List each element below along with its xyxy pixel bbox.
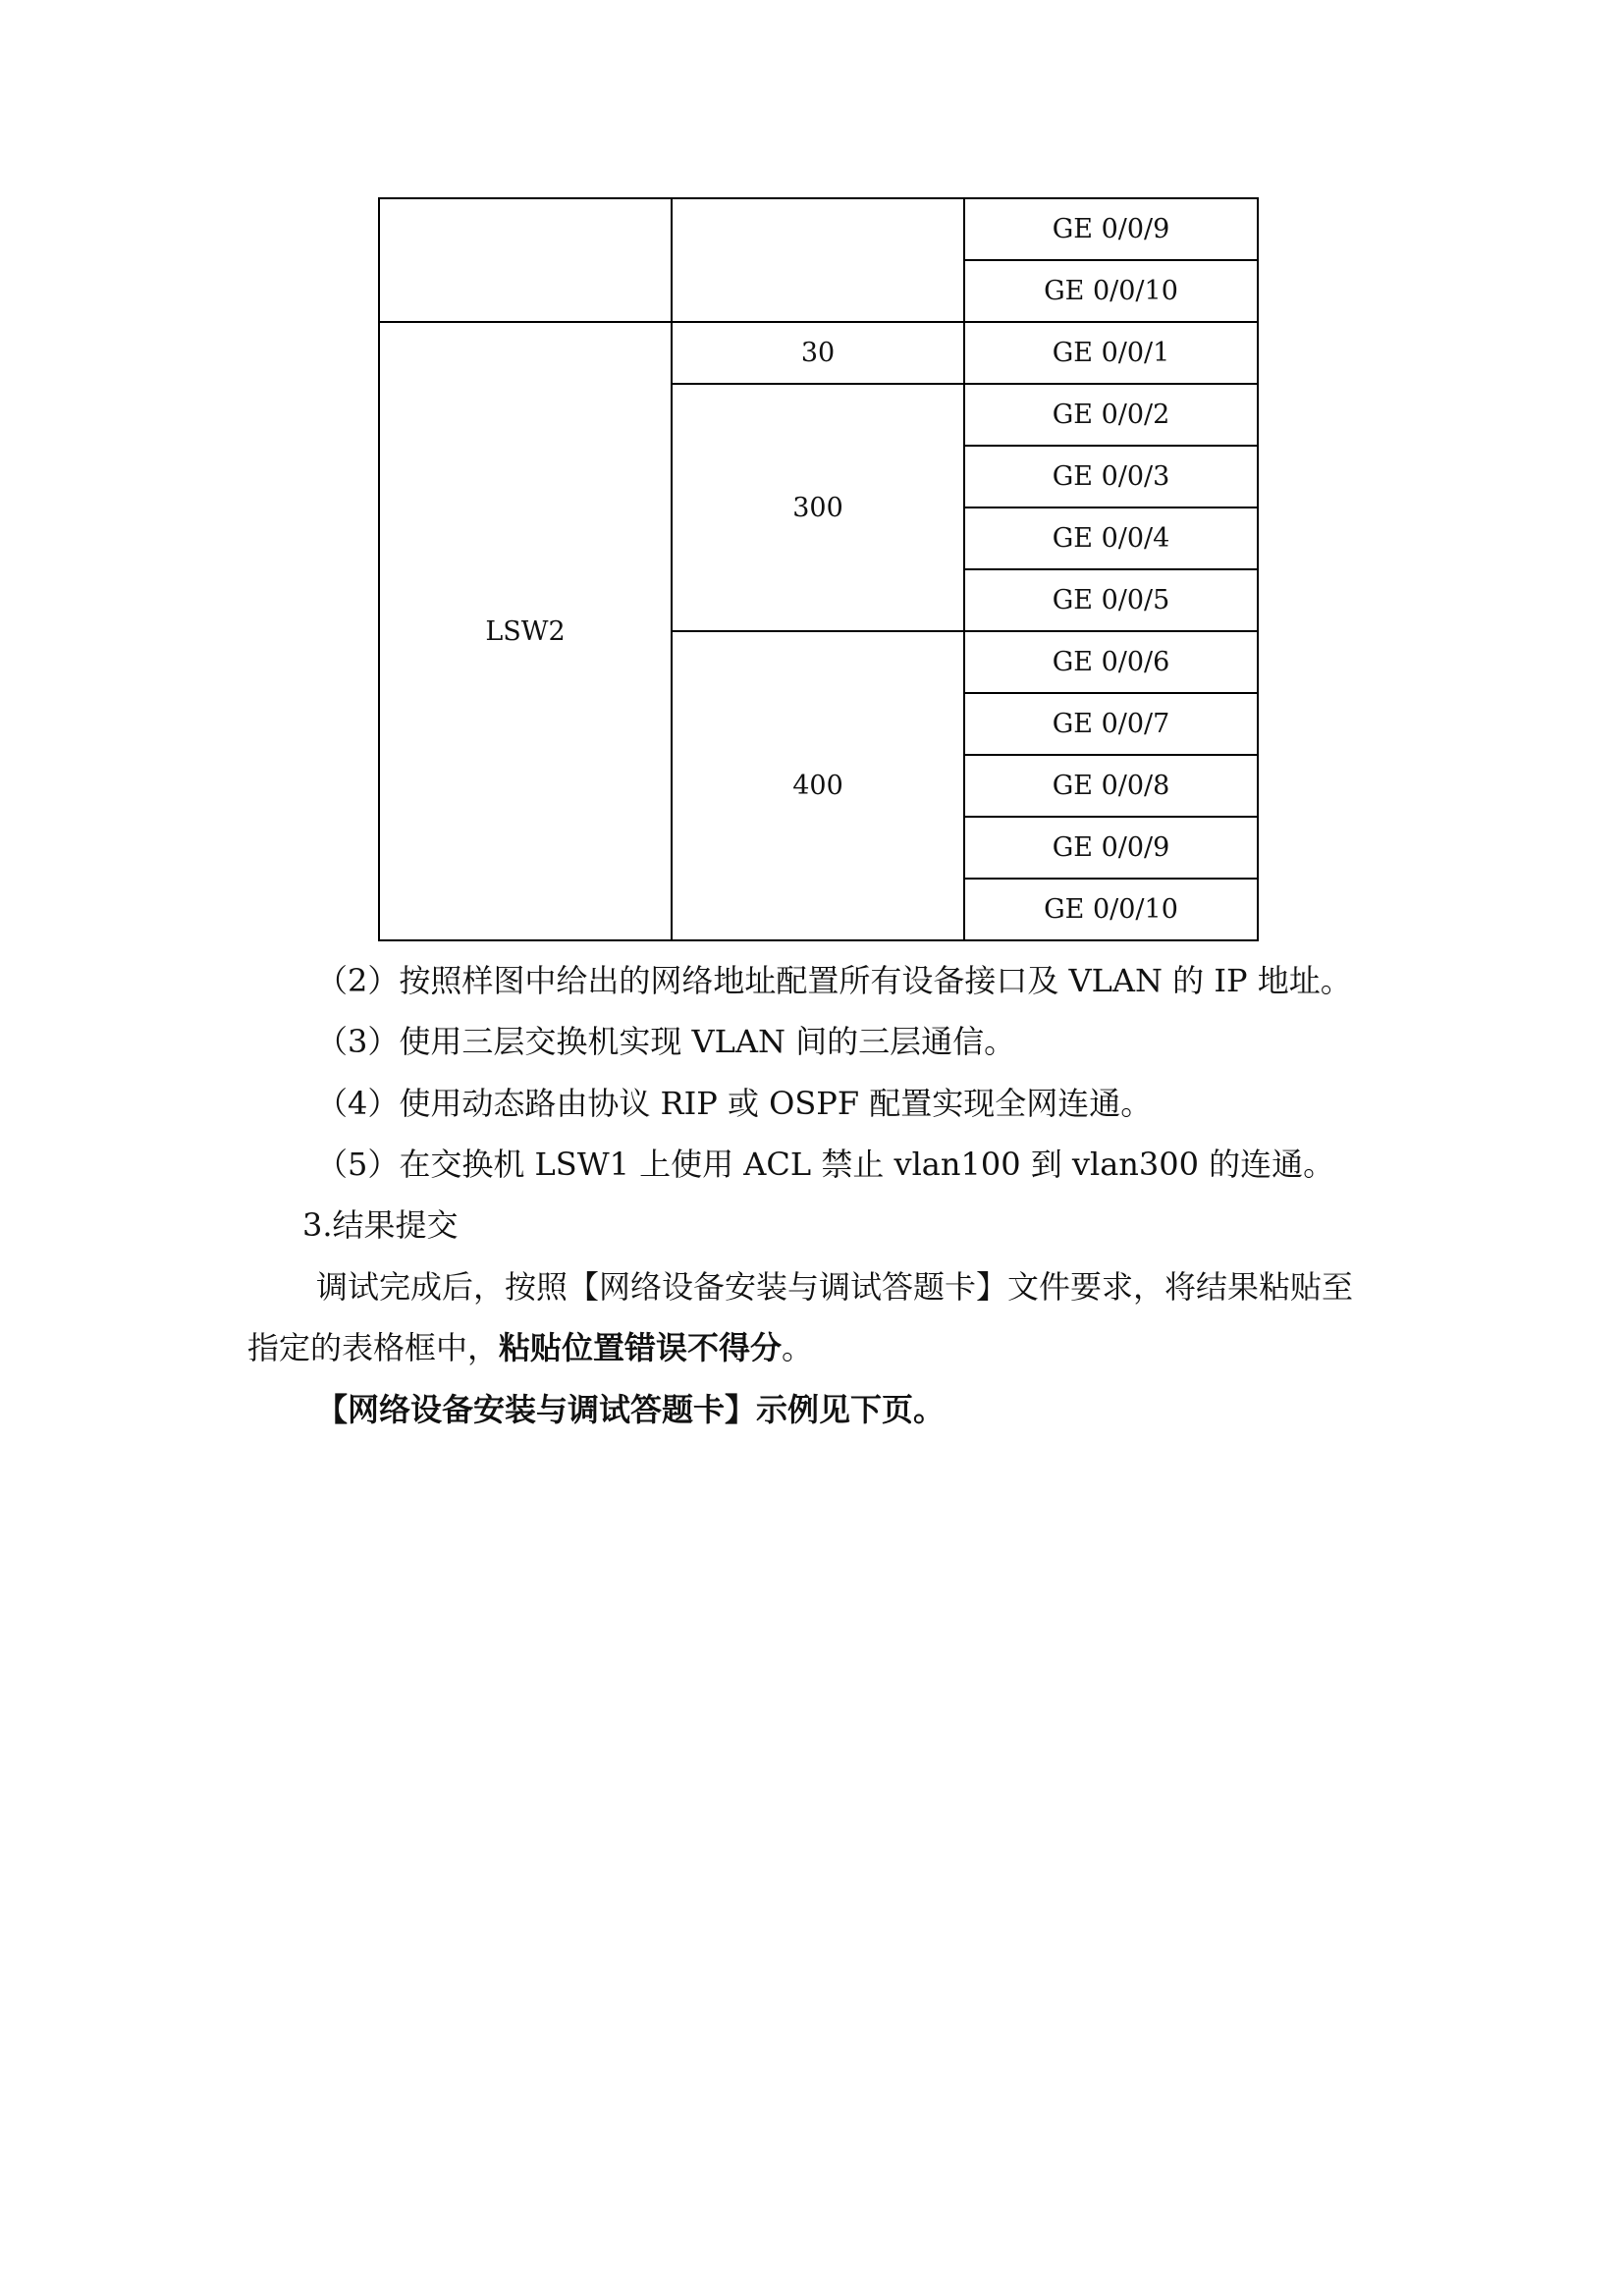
list-item: （5）在交换机 LSW1 上使用 ACL 禁止 vlan100 到 vlan300 的连通。 (316, 1146, 1335, 1183)
table-row (379, 322, 1258, 384)
port-cell: GE 0/0/10 (964, 879, 1258, 940)
paragraph-text: 。 (782, 1329, 814, 1366)
device-cell: LSW2 (379, 322, 672, 940)
port-cell: GE 0/0/9 (964, 817, 1258, 879)
vlan-cell-empty (672, 198, 964, 322)
paragraph-line: 调试完成后，按照【网络设备安装与调试答题卡】文件要求，将结果粘贴至 (316, 1268, 1354, 1306)
section-heading: 3.结果提交 (302, 1206, 459, 1244)
port-cell: GE 0/0/4 (964, 507, 1258, 569)
port-cell: GE 0/0/10 (964, 260, 1258, 322)
emphasis-text: 粘贴位置错误不得分 (499, 1329, 783, 1366)
port-cell: GE 0/0/6 (964, 631, 1258, 693)
list-item: （2）按照样图中给出的网络地址配置所有设备接口及 VLAN 的 IP 地址。 (316, 962, 1352, 999)
port-cell: GE 0/0/7 (964, 693, 1258, 755)
vlan-id-cell: 30 (672, 322, 964, 384)
port-cell: GE 0/0/3 (964, 446, 1258, 507)
table-row (379, 198, 1258, 260)
list-item: （3）使用三层交换机实现 VLAN 间的三层通信。 (316, 1023, 1016, 1060)
port-cell: GE 0/0/1 (964, 322, 1258, 384)
vlan-port-table (378, 197, 1259, 941)
vlan-id-cell: 400 (672, 631, 964, 940)
vlan-id-cell: 300 (672, 384, 964, 631)
port-cell: GE 0/0/5 (964, 569, 1258, 631)
port-cell: GE 0/0/8 (964, 755, 1258, 817)
device-cell-empty (379, 198, 672, 322)
paragraph-text: 指定的表格框中， (247, 1329, 500, 1366)
port-cell: GE 0/0/9 (964, 198, 1258, 260)
list-item: （4）使用动态路由协议 RIP 或 OSPF 配置实现全网连通。 (316, 1085, 1153, 1122)
note-line: 【网络设备安装与调试答题卡】示例见下页。 (316, 1391, 946, 1428)
paragraph-line (247, 1328, 813, 1367)
port-cell: GE 0/0/2 (964, 384, 1258, 446)
